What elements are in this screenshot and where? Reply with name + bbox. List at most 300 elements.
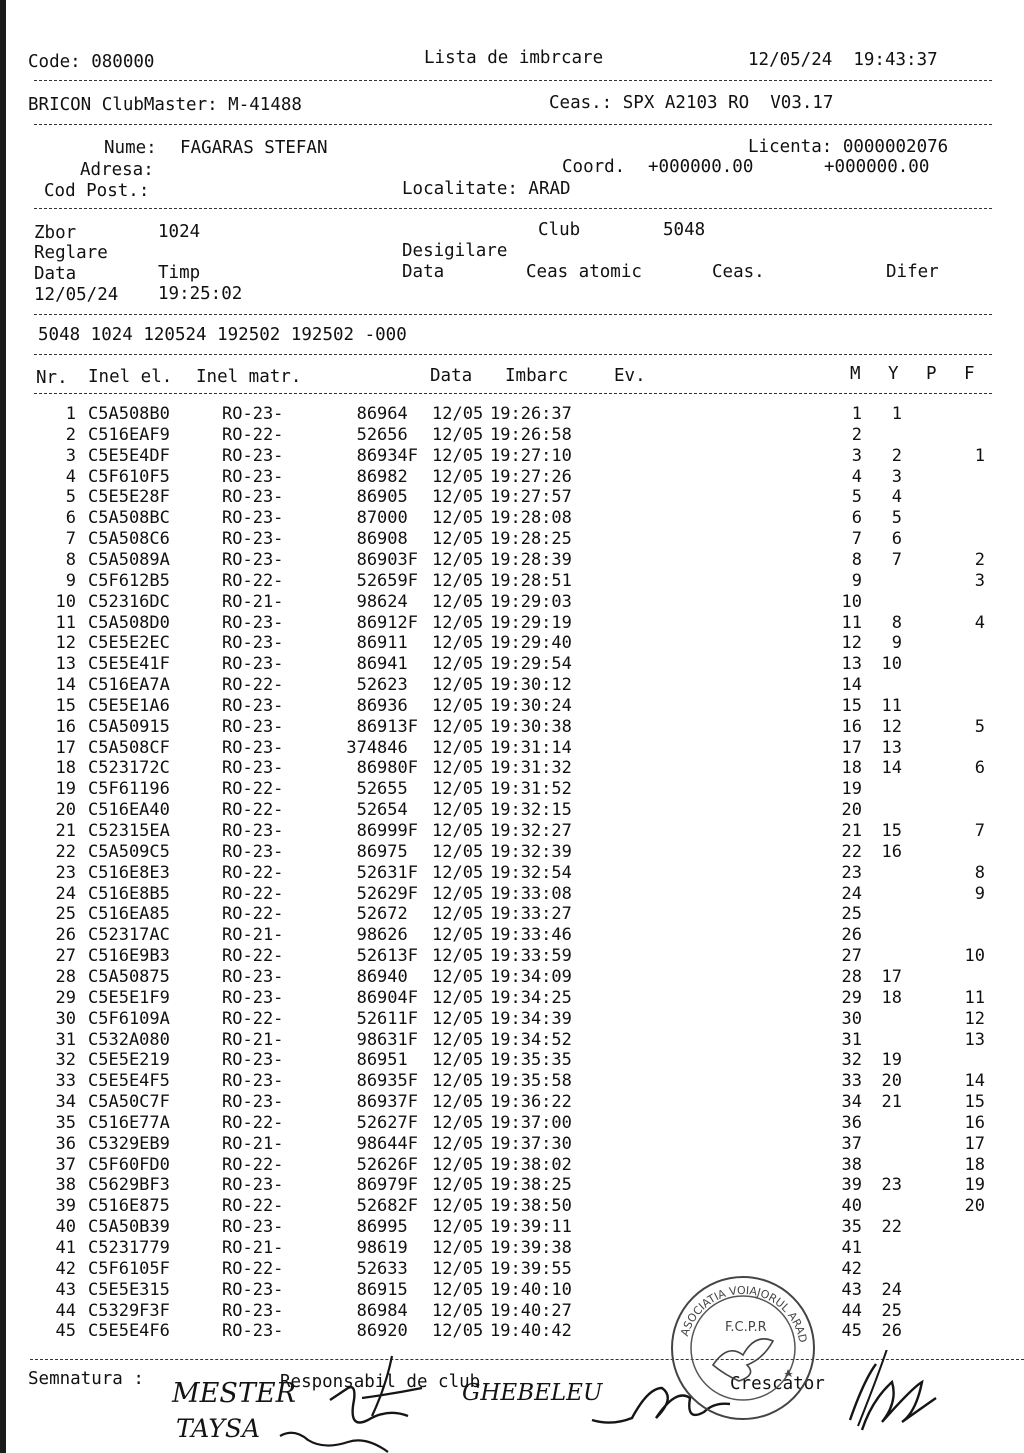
ring-series: RO-23- [222, 821, 284, 841]
arrival-date: 12/05 [432, 612, 484, 633]
table-row [0, 1113, 1024, 1134]
table-row [0, 404, 1024, 425]
row-nr: 5 [65, 487, 76, 508]
rank-y: 26 [881, 1321, 902, 1342]
ring-series: RO-23- [222, 758, 284, 779]
ceas-atomic-label: Ceas atomic [526, 262, 642, 282]
ring-number: 52613F [356, 946, 418, 967]
arrival-date: 12/05 [432, 987, 484, 1008]
locality: Localitate: ARAD [402, 179, 571, 199]
zbor-value: 1024 [158, 222, 201, 242]
ring-electronic: C5A509C5 [88, 841, 170, 862]
arrival-time: 19:40:27 [490, 1300, 572, 1321]
table-row [0, 1009, 1024, 1030]
rank-y: 5 [891, 508, 902, 529]
arrival-date: 12/05 [432, 862, 484, 883]
ring-series: RO-22- [222, 883, 284, 904]
rank-f: 2 [974, 549, 985, 570]
arrival-date: 12/05 [432, 695, 484, 716]
ring-number: 52626F [356, 1154, 418, 1175]
ring-number: 86984 [356, 1300, 418, 1321]
arrival-time: 19:33:46 [490, 925, 572, 946]
rank-f: 12 [964, 1008, 985, 1029]
row-nr: 41 [55, 1238, 76, 1258]
arrival-date: 12/05 [432, 1154, 484, 1175]
table-row [0, 446, 1024, 467]
rank-y: 1 [891, 404, 902, 424]
signature-mester: MESTER [172, 1378, 296, 1409]
ring-electronic: C5A508BC [88, 508, 170, 529]
rank-y: 7 [891, 549, 902, 570]
arrival-time: 19:39:11 [490, 1217, 572, 1238]
ring-number: 52654 [356, 800, 418, 821]
ring-series: RO-22- [222, 904, 284, 925]
row-nr: 23 [55, 862, 76, 883]
arrival-time: 19:38:50 [490, 1196, 572, 1217]
arrival-time: 19:39:38 [490, 1238, 572, 1258]
rank-y: 10 [881, 654, 902, 675]
arrival-date: 12/05 [432, 1071, 484, 1092]
col-inel-el: Inel el. [88, 367, 173, 387]
divider [34, 80, 992, 81]
ring-number: 86937F [356, 1092, 418, 1113]
row-nr: 44 [55, 1300, 76, 1321]
reglare-label: Reglare [34, 243, 108, 263]
ring-electronic: C523172C [88, 758, 170, 779]
row-nr: 30 [55, 1008, 76, 1029]
row-nr: 18 [55, 758, 76, 779]
arrival-date: 12/05 [432, 570, 484, 591]
arrival-date: 12/05 [432, 1279, 484, 1300]
ring-number: 86915 [356, 1279, 418, 1300]
row-nr: 14 [55, 675, 76, 696]
row-nr: 33 [55, 1071, 76, 1092]
responsabil-label: Responsabil de club [280, 1372, 481, 1392]
arrival-date: 12/05 [432, 1133, 484, 1154]
ring-number: 98619 [356, 1238, 418, 1258]
ring-electronic: C5E5E2EC [88, 633, 170, 654]
ring-series: RO-22- [222, 862, 284, 883]
rank-f: 1 [974, 445, 985, 466]
row-nr: 22 [55, 841, 76, 862]
ring-number: 52629F [356, 883, 418, 904]
rank-f: 5 [974, 716, 985, 737]
ring-number: 86979F [356, 1175, 418, 1196]
arrival-time: 19:39:55 [490, 1258, 572, 1279]
table-row [0, 988, 1024, 1009]
arrival-time: 19:35:58 [490, 1071, 572, 1092]
rank-y: 14 [881, 758, 902, 779]
rank-y: 9 [891, 633, 902, 654]
ring-number: 86936 [356, 695, 418, 716]
table-row [0, 967, 1024, 988]
ring-number: 86980F [356, 758, 418, 779]
rank-m: 30 [841, 1008, 862, 1029]
table-row [0, 550, 1024, 571]
bird-icon [713, 1339, 773, 1381]
ring-number: 86982 [356, 466, 418, 487]
arrival-date: 12/05 [432, 737, 484, 758]
arrival-date: 12/05 [432, 1008, 484, 1029]
ring-electronic: C532A080 [88, 1029, 170, 1050]
rank-y: 16 [881, 841, 902, 862]
ring-electronic: C5F6109A [88, 1008, 170, 1029]
arrival-time: 19:33:27 [490, 904, 572, 925]
ring-electronic: C5E5E1F9 [88, 987, 170, 1008]
ring-number: 86905 [356, 487, 418, 508]
ring-number: 52659F [356, 570, 418, 591]
arrival-date: 12/05 [432, 904, 484, 925]
ring-number: 86920 [356, 1321, 418, 1342]
table-row [0, 1092, 1024, 1113]
rank-m: 22 [841, 841, 862, 862]
ring-number: 52627F [356, 1112, 418, 1133]
ring-series: RO-23- [222, 1217, 284, 1238]
arrival-time: 19:38:02 [490, 1154, 572, 1175]
table-row [0, 1196, 1024, 1217]
ring-electronic: C5E5E315 [88, 1279, 170, 1300]
arrival-date: 12/05 [432, 1196, 484, 1217]
col-y: Y [888, 364, 899, 384]
ring-series: RO-23- [222, 654, 284, 675]
data-label: Data [34, 264, 77, 284]
rank-y: 18 [881, 987, 902, 1008]
rank-f: 10 [964, 946, 985, 967]
rank-m: 37 [841, 1133, 862, 1154]
rank-m: 8 [851, 549, 862, 570]
row-nr: 42 [55, 1258, 76, 1279]
row-nr: 29 [55, 987, 76, 1008]
arrival-time: 19:26:58 [490, 424, 572, 445]
arrival-date: 12/05 [432, 1238, 484, 1258]
ring-series: RO-21- [222, 591, 284, 612]
ring-number: 52633 [356, 1258, 418, 1279]
arrival-date: 12/05 [432, 1175, 484, 1196]
ring-electronic: C5A508C6 [88, 529, 170, 550]
print-datetime: 12/05/24 19:43:37 [748, 50, 938, 70]
table-row [0, 613, 1024, 634]
data2-label: Data [402, 262, 445, 282]
ring-series: RO-23- [222, 633, 284, 654]
table-row [0, 1134, 1024, 1155]
arrival-time: 19:32:39 [490, 841, 572, 862]
table-row [0, 654, 1024, 675]
club-value: 5048 [663, 220, 706, 240]
arrival-time: 19:38:25 [490, 1175, 572, 1196]
row-nr: 24 [55, 883, 76, 904]
rank-y: 4 [891, 487, 902, 508]
row-nr: 32 [55, 1050, 76, 1071]
rank-y: 3 [891, 466, 902, 487]
rank-m: 13 [841, 654, 862, 675]
rank-m: 41 [841, 1238, 862, 1258]
ring-number: 52623 [356, 675, 418, 696]
ring-series: RO-21- [222, 925, 284, 946]
arrival-date: 12/05 [432, 424, 484, 445]
ring-series: RO-23- [222, 549, 284, 570]
ring-series: RO-22- [222, 675, 284, 696]
ring-number: 98644F [356, 1133, 418, 1154]
ring-series: RO-21- [222, 1133, 284, 1154]
ring-series: RO-23- [222, 487, 284, 508]
table-row [0, 1280, 1024, 1301]
ring-series: RO-23- [222, 716, 284, 737]
rank-m: 42 [841, 1258, 862, 1279]
ring-electronic: C5E5E219 [88, 1050, 170, 1071]
arrival-time: 19:40:42 [490, 1321, 572, 1342]
arrival-time: 19:29:54 [490, 654, 572, 675]
rank-f: 4 [974, 612, 985, 633]
row-nr: 8 [65, 549, 76, 570]
ring-number: 86912F [356, 612, 418, 633]
arrival-date: 12/05 [432, 1092, 484, 1113]
row-nr: 11 [55, 612, 76, 633]
coord-label: Coord. [562, 157, 626, 177]
name-label: Nume: [104, 138, 157, 158]
divider [34, 208, 992, 209]
ring-series: RO-22- [222, 1112, 284, 1133]
rank-m: 7 [851, 529, 862, 550]
ring-series: RO-23- [222, 1050, 284, 1071]
ring-number: 52656 [356, 424, 418, 445]
arrival-time: 19:34:09 [490, 966, 572, 987]
ring-series: RO-21- [222, 1238, 284, 1258]
row-nr: 1 [65, 404, 76, 424]
ring-series: RO-23- [222, 1321, 284, 1342]
ring-series: RO-23- [222, 1300, 284, 1321]
ring-number: 86951 [356, 1050, 418, 1071]
table-row [0, 529, 1024, 550]
ring-number: 98631F [356, 1029, 418, 1050]
table-row [0, 1259, 1024, 1280]
row-nr: 45 [55, 1321, 76, 1342]
ring-electronic: C5F612B5 [88, 570, 170, 591]
arrival-date: 12/05 [432, 591, 484, 612]
rank-f: 18 [964, 1154, 985, 1175]
arrival-date: 12/05 [432, 779, 484, 800]
rank-m: 24 [841, 883, 862, 904]
row-nr: 26 [55, 925, 76, 946]
arrival-time: 19:28:25 [490, 529, 572, 550]
ring-series: RO-23- [222, 529, 284, 550]
ring-electronic: C516EA40 [88, 800, 170, 821]
rank-y: 19 [881, 1050, 902, 1071]
ring-series: RO-23- [222, 1071, 284, 1092]
ring-series: RO-22- [222, 1196, 284, 1217]
rank-m: 9 [851, 570, 862, 591]
rank-m: 3 [851, 445, 862, 466]
table-row [0, 1155, 1024, 1176]
arrival-date: 12/05 [432, 716, 484, 737]
ring-series: RO-22- [222, 570, 284, 591]
arrival-time: 19:32:54 [490, 862, 572, 883]
desigilare-label: Desigilare [402, 241, 508, 261]
table-row [0, 738, 1024, 759]
arrival-time: 19:34:39 [490, 1008, 572, 1029]
ring-number: 52631F [356, 862, 418, 883]
table-row [0, 508, 1024, 529]
timp-label: Timp [158, 263, 201, 283]
table-row [0, 425, 1024, 446]
ring-electronic: C5629BF3 [88, 1175, 170, 1196]
table-row [0, 925, 1024, 946]
table-row [0, 758, 1024, 779]
arrival-date: 12/05 [432, 1321, 484, 1342]
rank-m: 17 [841, 737, 862, 758]
row-nr: 17 [55, 737, 76, 758]
arrival-date: 12/05 [432, 966, 484, 987]
row-nr: 31 [55, 1029, 76, 1050]
rank-m: 36 [841, 1112, 862, 1133]
rank-y: 12 [881, 716, 902, 737]
divider [34, 124, 992, 125]
rank-y: 11 [881, 695, 902, 716]
row-nr: 15 [55, 695, 76, 716]
ring-series: RO-23- [222, 404, 284, 424]
ring-electronic: C52317AC [88, 925, 170, 946]
rank-m: 6 [851, 508, 862, 529]
rank-m: 38 [841, 1154, 862, 1175]
ring-series: RO-23- [222, 612, 284, 633]
rank-m: 15 [841, 695, 862, 716]
table-row [0, 487, 1024, 508]
stamp-text-top: ASOCIATIA VOIAJORUL ARAD [678, 1283, 810, 1344]
arrival-time: 19:34:25 [490, 987, 572, 1008]
arrival-time: 19:29:19 [490, 612, 572, 633]
ring-number: 52682F [356, 1196, 418, 1217]
rank-m: 4 [851, 466, 862, 487]
ceas-label: Ceas. [712, 262, 765, 282]
ring-electronic: C5A508CF [88, 737, 170, 758]
rank-m: 35 [841, 1217, 862, 1238]
ring-electronic: C516E9B3 [88, 946, 170, 967]
ring-series: RO-21- [222, 1029, 284, 1050]
ring-number: 52672 [356, 904, 418, 925]
arrival-time: 19:31:32 [490, 758, 572, 779]
ring-electronic: C5E5E4DF [88, 445, 170, 466]
ring-electronic: C516E77A [88, 1112, 170, 1133]
ring-electronic: C5E5E1A6 [88, 695, 170, 716]
ring-number: 86908 [356, 529, 418, 550]
crescator-label: Crescator [730, 1374, 825, 1394]
rank-f: 9 [974, 883, 985, 904]
ring-number: 86999F [356, 821, 418, 841]
ring-series: RO-22- [222, 800, 284, 821]
arrival-date: 12/05 [432, 675, 484, 696]
arrival-time: 19:33:59 [490, 946, 572, 967]
row-nr: 34 [55, 1092, 76, 1113]
table-row [0, 1301, 1024, 1322]
table-row [0, 675, 1024, 696]
rank-f: 8 [974, 862, 985, 883]
row-nr: 43 [55, 1279, 76, 1300]
rank-f: 15 [964, 1092, 985, 1113]
ring-electronic: C5E5E41F [88, 654, 170, 675]
rank-y: 25 [881, 1300, 902, 1321]
row-nr: 36 [55, 1133, 76, 1154]
ring-electronic: C5A5089A [88, 549, 170, 570]
stamp-text-mid: F.C.P.R [725, 1320, 767, 1335]
arrival-date: 12/05 [432, 1300, 484, 1321]
ring-electronic: C516EA7A [88, 675, 170, 696]
ring-series: RO-22- [222, 779, 284, 800]
ring-electronic: C5A50B39 [88, 1217, 170, 1238]
rank-m: 5 [851, 487, 862, 508]
col-nr: Nr. [36, 368, 68, 388]
ring-electronic: C5329EB9 [88, 1133, 170, 1154]
ring-electronic: C5F61196 [88, 779, 170, 800]
table-row [0, 571, 1024, 592]
row-nr: 12 [55, 633, 76, 654]
document-title: Lista de imbrcare [424, 48, 604, 68]
col-inel-matr: Inel matr. [196, 367, 302, 387]
ring-electronic: C516EA85 [88, 904, 170, 925]
rank-y: 15 [881, 821, 902, 841]
arrival-date: 12/05 [432, 633, 484, 654]
rank-f: 7 [974, 821, 985, 841]
row-nr: 9 [65, 570, 76, 591]
rank-m: 44 [841, 1300, 862, 1321]
arrival-time: 19:26:37 [490, 404, 572, 424]
rank-f: 14 [964, 1071, 985, 1092]
signature-tansa: TAYSA [176, 1414, 261, 1443]
table-row [0, 1030, 1024, 1051]
row-nr: 20 [55, 800, 76, 821]
arrival-date: 12/05 [432, 1258, 484, 1279]
row-nr: 6 [65, 508, 76, 529]
rank-y: 21 [881, 1092, 902, 1113]
club-master: BRICON ClubMaster: M-41488 [28, 95, 302, 115]
divider [34, 354, 992, 355]
ring-electronic: C516E8E3 [88, 862, 170, 883]
table-row [0, 904, 1024, 925]
ring-electronic: C5A508B0 [88, 404, 170, 424]
arrival-time: 19:28:08 [490, 508, 572, 529]
flight-code-line: 5048 1024 120524 192502 192502 -000 [38, 325, 407, 345]
ring-number: 98626 [356, 925, 418, 946]
rank-f: 17 [964, 1133, 985, 1154]
row-nr: 38 [55, 1175, 76, 1196]
ring-number: 87000 [356, 508, 418, 529]
arrival-time: 19:32:27 [490, 821, 572, 841]
arrival-time: 19:27:57 [490, 487, 572, 508]
arrival-time: 19:30:24 [490, 695, 572, 716]
arrival-time: 19:28:39 [490, 549, 572, 570]
table-row [0, 884, 1024, 905]
arrival-date: 12/05 [432, 404, 484, 424]
rank-y: 6 [891, 529, 902, 550]
rank-f: 16 [964, 1112, 985, 1133]
difer-label: Difer [886, 262, 939, 282]
rank-f: 13 [964, 1029, 985, 1050]
rank-m: 43 [841, 1279, 862, 1300]
arrival-date: 12/05 [432, 549, 484, 570]
ring-electronic: C5E5E4F6 [88, 1321, 170, 1342]
table-row [0, 467, 1024, 488]
arrival-time: 19:33:08 [490, 883, 572, 904]
license: Licenta: 0000002076 [748, 137, 949, 157]
rank-m: 33 [841, 1071, 862, 1092]
rank-y: 20 [881, 1071, 902, 1092]
row-nr: 21 [55, 821, 76, 841]
table-row [0, 633, 1024, 654]
col-f: F [964, 364, 975, 384]
postcode-label: Cod Post.: [44, 181, 150, 201]
arrival-date: 12/05 [432, 1217, 484, 1238]
ring-number: 86975 [356, 841, 418, 862]
ring-series: RO-23- [222, 987, 284, 1008]
row-nr: 19 [55, 779, 76, 800]
